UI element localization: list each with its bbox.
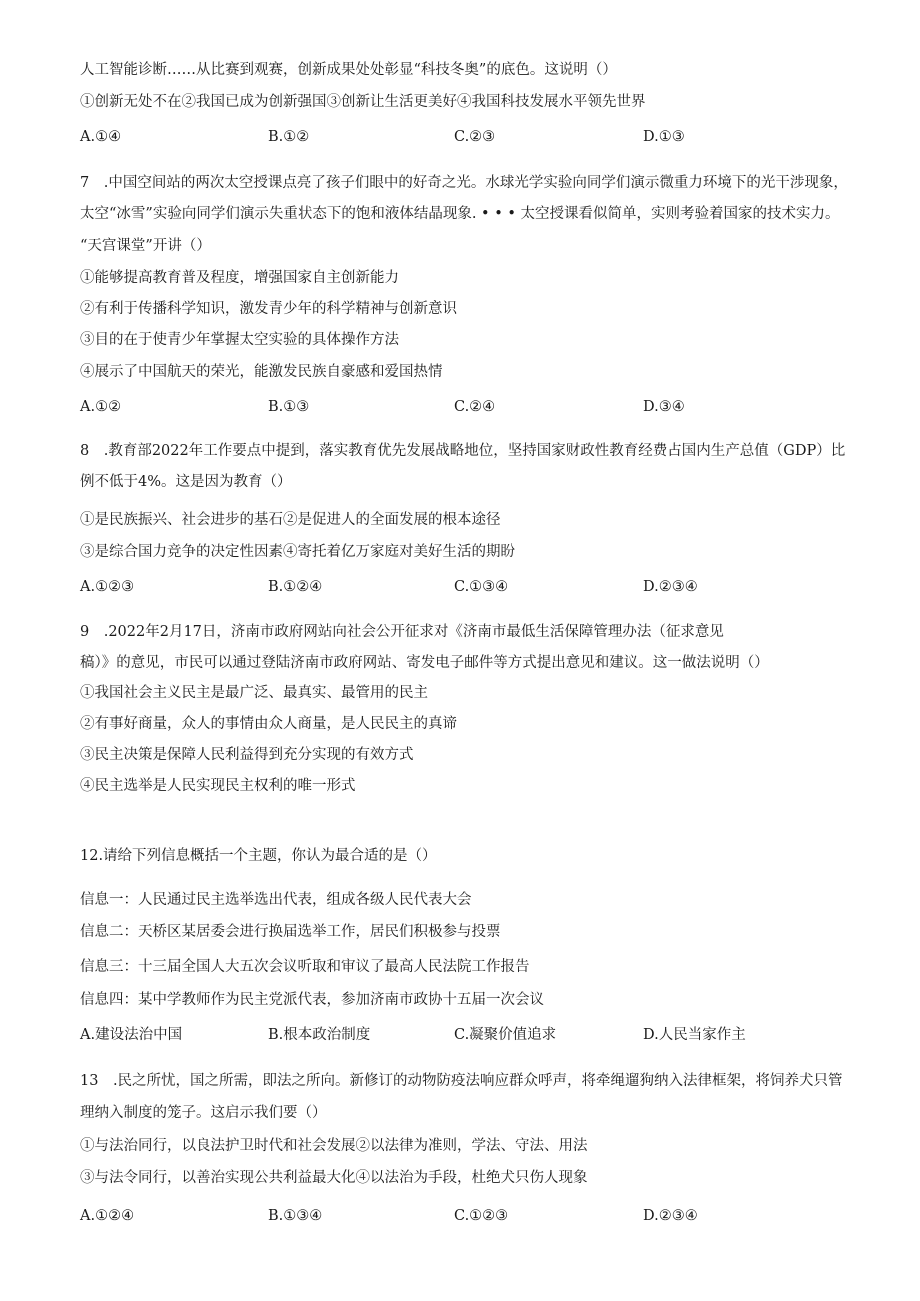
q12-info-2: 信息二：天桥区某居委会进行换届选举工作，居民们积极参与投票 <box>80 924 501 940</box>
q12-info-1: 信息一：人民通过民主选举选出代表，组成各级人民代表大会 <box>80 892 472 908</box>
q13-option-d[interactable]: D.②③④ <box>643 1208 698 1224</box>
q12-stem: 12.请给下列信息概括一个主题，你认为最合适的是（） <box>80 848 437 864</box>
q12-option-b[interactable]: B.根本政治制度 <box>268 1027 371 1043</box>
q12-option-d[interactable]: D.人民当家作主 <box>643 1027 746 1043</box>
q13-stem-line1: 13 .民之所忧，国之所需，即法之所向。新修订的动物防疫法响应群众呼声，将牵绳遛狗纳入法律框架，将饲养犬只管 <box>80 1073 843 1089</box>
q9-statement-3: ③民主决策是保障人民利益得到充分实现的有效方式 <box>80 747 414 763</box>
q7-statement-3: ③目的在于使青少年掌握太空实验的具体操作方法 <box>80 332 399 348</box>
q12-info-3: 信息三：十三届全国人大五次会议听取和审议了最高人民法院工作报告 <box>80 959 530 975</box>
q13-statement-1: ①与法治同行，以良法护卫时代和社会发展②以法律为准则，学法、守法、用法 <box>80 1138 588 1154</box>
q8-option-a[interactable]: A.①②③ <box>80 579 135 595</box>
q7-stem-line1: 7 .中国空间站的两次太空授课点亮了孩子们眼中的好奇之光。水球光学实验向同学们演示微重力环境下的光干涉现象， <box>80 175 848 191</box>
q12-option-c[interactable]: C.凝聚价值追求 <box>454 1027 557 1043</box>
q7-stem-line3: “天宫课堂”开讲（） <box>80 238 211 254</box>
q6-stem: 人工智能诊断……从比赛到观赛，创新成果处处彰显“科技冬奥”的底色。这说明（） <box>80 62 617 78</box>
q7-option-b[interactable]: B.①③ <box>268 399 310 415</box>
q13-option-c[interactable]: C.①②③ <box>454 1208 509 1224</box>
q6-option-d[interactable]: D.①③ <box>643 129 685 145</box>
q7-statement-1: ①能够提高教育普及程度，增强国家自主创新能力 <box>80 270 399 286</box>
q8-option-c[interactable]: C.①③④ <box>454 579 509 595</box>
q7-stem-line2: 太空“冰雪”实验向同学们演示失重状态下的饱和液体结晶现象. • • • 太空授课看似简单，实则考验着国家的技术实力。 <box>80 206 840 222</box>
q8-stem-line1: 8 .教育部2022年工作要点中提到，落实教育优先发展战略地位，坚持国家财政性教育经费占国内生产总值（GDP）比 <box>80 443 846 459</box>
q13-stem-line2: 理纳入制度的笼子。这启示我们要（） <box>80 1105 327 1121</box>
q12-info-4: 信息四：某中学教师作为民主党派代表，参加济南市政协十五届一次会议 <box>80 992 544 1008</box>
q9-statement-2: ②有事好商量，众人的事情由众人商量，是人民民主的真谛 <box>80 716 457 732</box>
q8-option-d[interactable]: D.②③④ <box>643 579 698 595</box>
q7-statement-4: ④展示了中国航天的荣光，能激发民族自豪感和爱国热情 <box>80 364 443 380</box>
q13-option-b[interactable]: B.①③④ <box>268 1208 323 1224</box>
q9-statement-4: ④民主选举是人民实现民主权利的唯一形式 <box>80 778 356 794</box>
q7-statement-2: ②有利于传播科学知识，激发青少年的科学精神与创新意识 <box>80 301 457 317</box>
q6-option-c[interactable]: C.②③ <box>454 129 496 145</box>
q7-option-a[interactable]: A.①② <box>80 399 122 415</box>
q8-statement-2: ③是综合国力竞争的决定性因素④寄托着亿万家庭对美好生活的期盼 <box>80 544 515 560</box>
q7-option-d[interactable]: D.③④ <box>643 399 685 415</box>
q9-stem-line1: 9 .2022年2月17日，济南市政府网站向社会公开征求对《济南市最低生活保障管理办法（征求意见 <box>80 624 724 640</box>
q6-option-b[interactable]: B.①② <box>268 129 310 145</box>
q6-statements: ①创新无处不在②我国已成为创新强国③创新让生活更美好④我国科技发展水平领先世界 <box>80 94 646 110</box>
q13-statement-2: ③与法令同行，以善治实现公共利益最大化④以法治为手段，杜绝犬只伤人现象 <box>80 1170 588 1186</box>
q6-option-a[interactable]: A.①④ <box>80 129 122 145</box>
q12-option-a[interactable]: A.建设法治中国 <box>80 1027 183 1043</box>
q13-option-a[interactable]: A.①②④ <box>80 1208 135 1224</box>
q9-statement-1: ①我国社会主义民主是最广泛、最真实、最管用的民主 <box>80 685 428 701</box>
q8-stem-line2: 例不低于4%。这是因为教育（） <box>80 474 292 490</box>
q8-statement-1: ①是民族振兴、社会进步的基石②是促进人的全面发展的根本途径 <box>80 512 501 528</box>
q9-stem-line2: 稿）》的意见，市民可以通过登陆济南市政府网站、寄发电子邮件等方式提出意见和建议。这一做法说明（） <box>80 655 769 671</box>
q7-option-c[interactable]: C.②④ <box>454 399 496 415</box>
q8-option-b[interactable]: B.①②④ <box>268 579 323 595</box>
